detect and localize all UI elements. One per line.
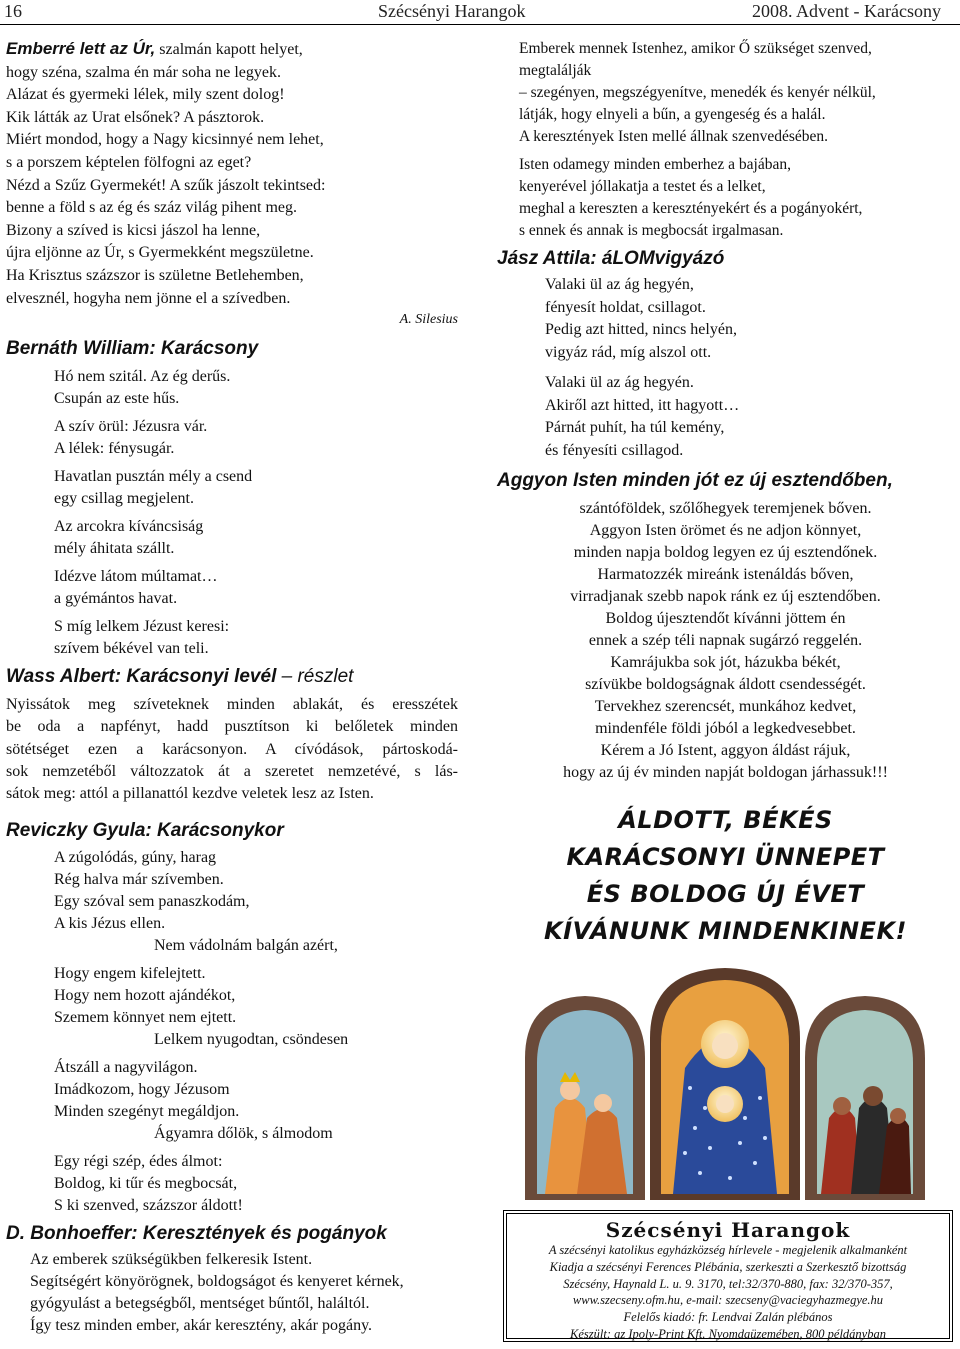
poem-line: ennek a szép téli napnak sugárzó reggelén. xyxy=(588,632,863,649)
aggyon-poem xyxy=(497,498,954,784)
text-line: sötétséget ezen a karácsonyon. A cívódások, pártoskodá- xyxy=(6,740,458,758)
poem-line: és fényesíti csillagod. xyxy=(545,441,684,459)
poem-line: Kérem a Jó Istent, aggyon áldást rájuk, xyxy=(600,742,851,759)
text-line: gyógyulást a betegségből, mentséget bűntől, haláltól. xyxy=(30,1294,370,1312)
impressum-lines xyxy=(507,1242,949,1343)
poem-line: Imádkozom, hogy Jézusom xyxy=(54,1080,230,1098)
poem-line: fényesít holdat, csillagot. xyxy=(545,298,706,316)
bernath-poem xyxy=(6,366,458,660)
text-line: s ennek és annak is megbocsát irgalmasan. xyxy=(519,222,784,239)
impressum-line: Készült: az Ipoly-Print Kft. Nyomdaüzemében, 800 példányban xyxy=(570,1326,886,1341)
silesius-poem: Emberré lett az Úr, szalmán kapott helyet, hogy széna, szalma én már soha ne legyek. Alázat és gyermeki lélek, mily szent dolog! Kik látták az Urat elsőnek? A pásztorok. Miért mondod, hogy a Nagy kicsinnyé nem lehet, s a porszem képtelen fölfogni az eget? Nézd a Szűz Gyermekét! A szűk jászolt tekintsed: benne a föld s az ég és száz világ pihent meg. Bizony a szíved is kicsi jászol ha lenne, újra eljönne az Úr, s Gyermekként megszületne. Ha Krisztus százszor is születne Betlehemben, elvesznél, hogyha nem jönne el a szívedben. A. Silesius xyxy=(6,38,458,330)
poem-line: A zúgolódás, gúny, harag xyxy=(54,848,217,866)
greeting-line: KÍVÁNUNK MINDENKINEK! xyxy=(543,917,907,945)
poem-line: Hogy engem kifelejtett. xyxy=(54,964,206,982)
stanza xyxy=(54,1151,458,1217)
wass-subtitle: részlet xyxy=(297,666,354,688)
poem-line: újra eljönne az Úr, s Gyermekként megszületne. xyxy=(6,244,314,262)
poem-line: minden napja boldog legyen ez új esztendőnek. xyxy=(573,544,878,561)
poem-line: mindenféle földi jóból a legkedvesebbet. xyxy=(595,720,856,737)
poem-line: mély áhitata szállt. xyxy=(54,540,175,558)
text-line: látják, hogy elnyeli a bűn, a gyengeség és a halál. xyxy=(519,106,826,123)
poem-line: Ha Krisztus százszor is születne Betlehemben, xyxy=(6,266,304,284)
wass-text xyxy=(6,694,458,805)
poem-line: Alázat és gyermeki lélek, mily szent dolog! xyxy=(6,86,285,104)
stanza xyxy=(54,847,458,957)
poem-line: szívükbe boldogságnak áldott csendességét. xyxy=(585,676,866,693)
stanza xyxy=(54,516,458,560)
jasz-poem xyxy=(497,274,954,462)
text-line: be oda a napfényt, hadd pusztítson ki belőletek minden xyxy=(6,718,458,736)
stanza xyxy=(545,372,954,462)
poem-line: Aggyon Isten örömet és ne adjon könnyet, xyxy=(589,522,862,539)
poem-line: Boldog, ki tűr és megbocsát, xyxy=(54,1174,238,1192)
right-column xyxy=(497,38,954,950)
poem-line: vigyáz rád, míg alszol ott. xyxy=(545,343,712,361)
poem-line: hogy az új év minden napját boldogan járhassuk!!! xyxy=(563,764,888,781)
impressum-line: www.szecseny.ofm.hu, e-mail: szecseny@vaciegyhazmegye.hu xyxy=(572,1293,884,1308)
poem-line: Rég halva már szívemben. xyxy=(54,870,224,888)
silesius-author: A. Silesius xyxy=(399,312,458,328)
text-block xyxy=(519,38,954,148)
page-number: 16 xyxy=(4,1,22,21)
poem-line: S ki szenved, százszor áldott! xyxy=(54,1196,243,1214)
text-line: Nyissátok meg szíveteknek minden ablakát, és eresszétek xyxy=(6,696,458,714)
poem-line: Havatlan pusztán mély a csend xyxy=(54,468,253,486)
poem-line: Minden szegényt megáldjon. xyxy=(54,1102,240,1120)
poem-line: S míg lelkem Jézust keresi: xyxy=(54,618,230,636)
reviczky-poem xyxy=(6,847,458,1217)
poem-line: Kamrájukba sok jót, házukba békét, xyxy=(610,654,841,671)
stanza xyxy=(54,466,458,510)
impressum-line: Szécsény, Haynald L. u. 9. 3170, tel:32/370-880, fax: 32/370-357, xyxy=(563,1276,893,1291)
poem-line: szántóföldek, szőlőhegyek teremjenek bőven. xyxy=(579,500,872,517)
text-line: Emberek mennek Istenhez, amikor Ő szükséget szenved, xyxy=(519,40,872,57)
poem-line: Csupán az este hűs. xyxy=(54,390,180,408)
impressum-title: Szécsényi Harangok xyxy=(605,1218,851,1242)
wass-title: Wass Albert: Karácsonyi levél xyxy=(6,666,277,688)
impressum-line: Felelős kiadó: fr. Lendvai Zalán plébános xyxy=(623,1310,833,1325)
poem-line: Boldog újesztendőt kívánni jöttem én xyxy=(605,610,846,627)
poem-line: Ágyamra dőlök, s álmodom xyxy=(154,1124,333,1142)
stanza xyxy=(54,616,458,660)
poem-line: Akiről azt hitted, itt hagyott… xyxy=(545,396,740,414)
poem-line: Nézd a Szűz Gyermekét! A szűk jászolt tekintsed: xyxy=(6,176,326,194)
stanza xyxy=(54,416,458,460)
text-block xyxy=(519,154,954,242)
wass-heading: Wass Albert: Karácsonyi levél – részlet xyxy=(6,666,354,688)
greeting-line: ÉS BOLDOG ÚJ ÉVET xyxy=(586,880,865,908)
poem-line: Szemem könnyet nem ejtett. xyxy=(54,1008,237,1026)
text-line: Így tesz minden ember, akár keresztény, akár pogány. xyxy=(30,1316,373,1334)
poem-line: Valaki ül az ág hegyén. xyxy=(545,374,694,391)
publication-title: Szécsényi Harangok xyxy=(378,1,526,21)
poem-line: Kik látták az Urat elsőnek? A pásztorok. xyxy=(6,108,265,126)
bonhoeffer-title: D. Bonhoeffer: Keresztények és pogányok xyxy=(6,1222,387,1244)
stanza xyxy=(54,366,458,410)
greeting-line: KARÁCSONYI ÜNNEPET xyxy=(566,843,885,871)
stanza xyxy=(54,1057,458,1145)
bonhoeffer-text xyxy=(30,1249,458,1337)
text-line: megtalálják xyxy=(519,62,592,79)
aggyon-title: Aggyon Isten minden jót ez új esztendőben, xyxy=(497,470,893,491)
text-line: Segítségért könyörögnek, boldogságot és kenyeret kérnek, xyxy=(30,1272,404,1290)
poem-line: Egy szóval sem panaszkodám, xyxy=(54,892,250,910)
poem-line: A kis Jézus ellen. xyxy=(54,914,166,932)
poem-line: Idézve látom múltamat… xyxy=(54,568,218,586)
poem-line: Hogy nem hozott ajándékot, xyxy=(54,986,236,1004)
bernath-title: Bernáth William: Karácsony xyxy=(6,338,259,360)
poem-line: szívem békével van teli. xyxy=(54,640,209,658)
child-figure xyxy=(716,1095,734,1113)
poem-line: Hó nem szitál. Az ég derűs. xyxy=(54,368,231,386)
poem-line: virradjanak szebb napok ránk ez új esztendőben. xyxy=(570,588,881,605)
text-line: sátok meg: attól a pillanattól kezdve veletek lesz az Isten. xyxy=(6,785,374,803)
poem-line: s a porszem képtelen fölfogni az eget? xyxy=(6,153,252,171)
poem-line: Átszáll a nagyvilágon. xyxy=(54,1058,198,1076)
text-line: Az emberek szükségükben felkeresik Istent. xyxy=(30,1250,313,1268)
poem-line: hogy széna, szalma én már soha ne legyek. xyxy=(6,63,282,81)
impressum-line: Kiadja a szécsényi Ferences Plébánia, szerkeszti a Szerkesztő bizottság xyxy=(549,1259,907,1274)
poem-line: Tervekhez szerencsét, munkához kedvet, xyxy=(594,698,857,715)
impressum-box xyxy=(503,1210,953,1342)
poem-line: Párnát puhít, ha túl kemény, xyxy=(545,419,725,436)
poem-line: A szív örül: Jézusra vár. xyxy=(54,418,208,436)
nativity-painting xyxy=(515,968,935,1200)
left-column xyxy=(6,38,458,1337)
poem-line: elvesznél, hogyha nem jönne el a szívedben. xyxy=(6,289,291,307)
bonhoeffer-continued xyxy=(519,38,954,242)
text-line: Isten odamegy minden emberhez a bajában, xyxy=(519,156,791,173)
text-line: – szegényen, megszégyenítve, menedék és kenyér nélkül, xyxy=(519,84,876,101)
poem-line: benne a föld s az ég és száz világ pihent meg. xyxy=(6,199,297,217)
poem-line: Harmatozzék mireánk istenáldás bőven, xyxy=(597,566,854,583)
text-line: sok nemzetéből változzatok át a szeretet nemzetévé, s lás- xyxy=(6,763,458,781)
poem-line: Lelkem nyugodtan, csöndesen xyxy=(154,1030,349,1048)
text-line: kenyerével jóllakatja a testet és a lelket, xyxy=(519,178,766,195)
text-line: meghal a kereszten a keresztényekért és a pogányokért, xyxy=(519,200,863,217)
stanza xyxy=(54,566,458,610)
poem-line: Pedig azt hitted, nincs helyén, xyxy=(545,321,737,338)
reviczky-title: Reviczky Gyula: Karácsonykor xyxy=(6,819,284,841)
stanza xyxy=(545,274,954,364)
silesius-title: Emberré lett az Úr, xyxy=(6,39,156,58)
jasz-title: Jász Attila: áLOMvigyázó xyxy=(497,248,725,269)
issue-label: 2008. Advent - Karácsony xyxy=(752,1,941,21)
text-line: A keresztények Isten mellé állnak szenvedésében. xyxy=(519,128,829,145)
poem-line: Miért mondod, hogy a Nagy kicsinnyé nem lehet, xyxy=(6,131,324,149)
poem-line: Nem vádolnám balgán azért, xyxy=(154,936,338,954)
christmas-greeting xyxy=(497,802,954,950)
page-header xyxy=(0,0,960,25)
greeting-line: ÁLDOTT, BÉKÉS xyxy=(618,806,833,834)
poem-line: egy csillag megjelent. xyxy=(54,490,194,508)
poem-line: Valaki ül az ág hegyén, xyxy=(545,276,694,293)
poem-line: Bizony a szíved is kicsi jászol ha lenne, xyxy=(6,221,261,239)
poem-line: A lélek: fénysugár. xyxy=(54,440,175,458)
poem-line: a gyémántos havat. xyxy=(54,590,178,608)
poem-line: Egy régi szép, édes álmot: xyxy=(54,1152,223,1170)
impressum-line: A szécsényi katolikus egyházközség hírlevele - megjelenik alkalmanként xyxy=(548,1243,908,1257)
poem-line: Az arcokra kíváncsiság xyxy=(54,518,204,536)
stanza xyxy=(54,963,458,1051)
